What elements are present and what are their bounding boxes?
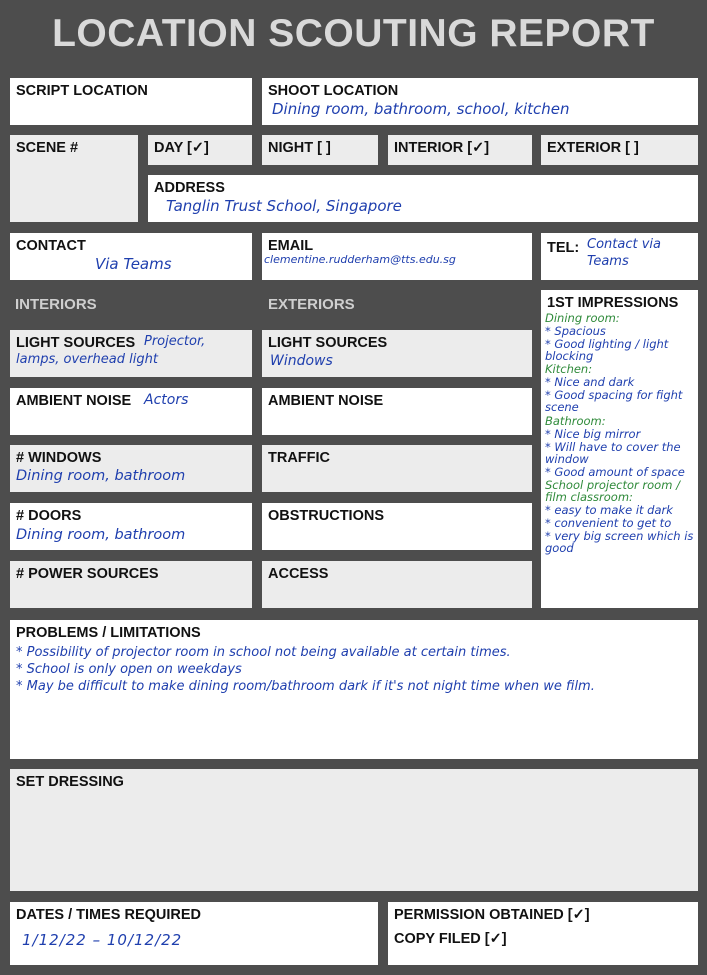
- exterior-light-sources-label: LIGHT SOURCES: [268, 335, 388, 351]
- problems-field[interactable]: [10, 620, 698, 759]
- exterior-label: EXTERIOR [ ]: [547, 140, 639, 156]
- obstructions-label: OBSTRUCTIONS: [268, 508, 384, 524]
- address-field[interactable]: [148, 175, 698, 222]
- access-field[interactable]: [262, 561, 532, 608]
- dates-label: DATES / TIMES REQUIRED: [16, 907, 202, 923]
- day-label: DAY [✓]: [154, 140, 209, 156]
- tel-value: Contact via Teams: [587, 237, 661, 269]
- interior-ambient-noise-field[interactable]: [10, 388, 252, 435]
- interior-light-sources-field[interactable]: [10, 330, 252, 377]
- exterior-checkbox[interactable]: [541, 135, 698, 165]
- first-impressions-list: [545, 312, 696, 555]
- impression-item: * Will have to cover the window: [545, 439, 681, 466]
- impression-item: * Good lighting / light blocking: [545, 337, 669, 364]
- first-impressions-field[interactable]: [541, 290, 698, 608]
- impression-heading: Bathroom:: [545, 413, 606, 428]
- tel-label: TEL:: [547, 240, 580, 256]
- problem-item: * School is only open on weekdays: [16, 661, 242, 677]
- address-value: Tanglin Trust School, Singapore: [166, 197, 402, 215]
- impression-heading: School projector room / film classroom:: [545, 477, 680, 504]
- impression-item: * Nice big mirror: [545, 426, 641, 441]
- doors-field[interactable]: [10, 503, 252, 550]
- windows-label: # WINDOWS: [16, 450, 102, 466]
- tel-field[interactable]: [541, 233, 698, 280]
- windows-value: Dining room, bathroom: [16, 468, 186, 484]
- interior-label: INTERIOR [✓]: [394, 140, 490, 156]
- impression-heading: Kitchen:: [545, 362, 593, 377]
- scene-field[interactable]: [10, 135, 138, 222]
- dates-value: 1/12/22 – 10/12/22: [22, 931, 183, 949]
- interior-checkbox[interactable]: [388, 135, 532, 165]
- contact-label: CONTACT: [16, 238, 86, 254]
- set-dressing-label: SET DRESSING: [16, 774, 124, 790]
- day-checkbox[interactable]: [148, 135, 252, 165]
- impression-item: * Good amount of space: [545, 464, 685, 479]
- exterior-light-sources-field[interactable]: [262, 330, 532, 377]
- first-impressions-label: 1ST IMPRESSIONS: [547, 295, 679, 311]
- report-title: LOCATION SCOUTING REPORT: [52, 12, 655, 55]
- impression-item: * Nice and dark: [545, 375, 635, 390]
- exterior-light-sources-value: Windows: [270, 353, 333, 369]
- access-label: ACCESS: [268, 566, 329, 582]
- traffic-field[interactable]: [262, 445, 532, 492]
- script-location-field[interactable]: [10, 78, 252, 125]
- exterior-ambient-noise-label: AMBIENT NOISE: [268, 393, 384, 409]
- problem-item: * Possibility of projector room in school not being available at certain times.: [16, 645, 511, 660]
- interiors-header: INTERIORS: [15, 296, 97, 313]
- exterior-ambient-noise-field[interactable]: [262, 388, 532, 435]
- contact-field[interactable]: [10, 233, 252, 280]
- shoot-location-label: SHOOT LOCATION: [268, 83, 399, 99]
- night-checkbox[interactable]: [262, 135, 378, 165]
- interior-ambient-noise-value: Actors: [144, 392, 189, 408]
- interior-light-sources-label: LIGHT SOURCES: [16, 335, 136, 351]
- script-location-label: SCRIPT LOCATION: [16, 83, 148, 99]
- impression-item: * Good spacing for fight scene: [545, 388, 683, 415]
- interior-ambient-noise-label: AMBIENT NOISE: [16, 393, 132, 409]
- dates-field[interactable]: [10, 902, 378, 965]
- problem-item: * May be difficult to make dining room/bathroom dark if it's not night time when we film.: [16, 678, 595, 694]
- impression-item: * easy to make it dark: [545, 502, 673, 517]
- power-sources-label: # POWER SOURCES: [16, 566, 159, 582]
- problems-list: [16, 645, 692, 696]
- address-label: ADDRESS: [154, 180, 225, 196]
- impression-item: * convenient to get to: [545, 516, 672, 530]
- permission-field[interactable]: [388, 902, 698, 965]
- impression-item: * very big screen which is good: [545, 529, 694, 556]
- obstructions-field[interactable]: [262, 503, 532, 550]
- copy-filed-label: COPY FILED [✓]: [394, 931, 507, 947]
- email-label: EMAIL: [268, 238, 314, 254]
- permission-label: PERMISSION OBTAINED [✓]: [394, 907, 590, 923]
- night-label: NIGHT [ ]: [268, 140, 331, 156]
- scene-label: SCENE #: [16, 140, 79, 156]
- doors-value: Dining room, bathroom: [16, 527, 186, 543]
- contact-value: Via Teams: [95, 255, 172, 273]
- windows-field[interactable]: [10, 445, 252, 492]
- email-value: clementine.rudderham@tts.edu.sg: [264, 253, 456, 266]
- doors-label: # DOORS: [16, 508, 82, 524]
- power-sources-field[interactable]: [10, 561, 252, 608]
- shoot-location-value: Dining room, bathroom, school, kitchen: [272, 100, 570, 118]
- impression-heading: Dining room:: [545, 311, 620, 325]
- problems-label: PROBLEMS / LIMITATIONS: [16, 625, 201, 641]
- interior-light-sources-value: Projector, lamps, overhead light: [16, 334, 206, 367]
- impression-item: * Spacious: [545, 324, 606, 339]
- exteriors-header: EXTERIORS: [268, 296, 355, 313]
- email-field[interactable]: [262, 233, 532, 280]
- traffic-label: TRAFFIC: [268, 450, 331, 466]
- shoot-location-field[interactable]: [262, 78, 698, 125]
- set-dressing-field[interactable]: [10, 769, 698, 891]
